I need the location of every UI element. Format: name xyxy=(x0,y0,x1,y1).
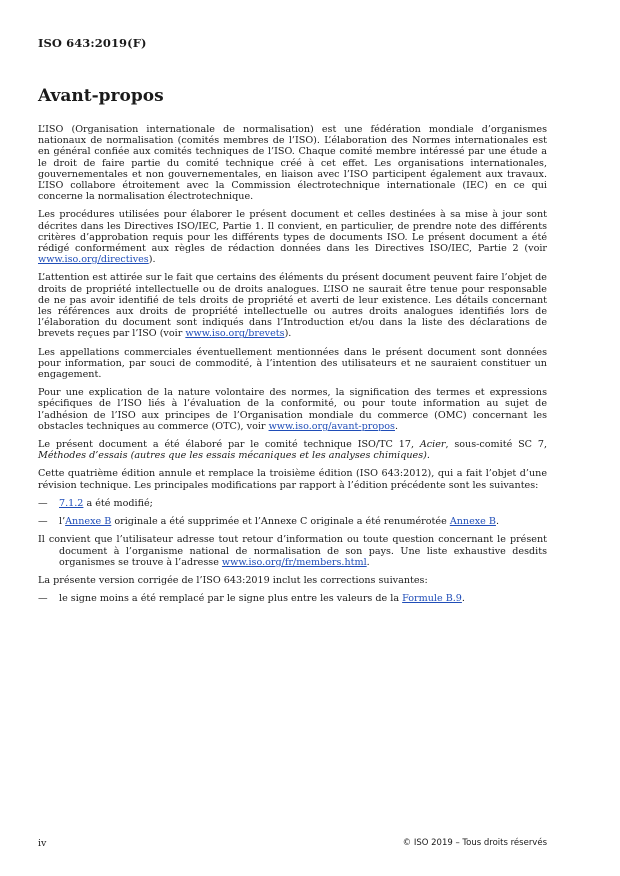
link-formule-b9[interactable]: Formule B.9 xyxy=(402,593,462,605)
paragraph-edition: Cette quatrième édition annule et remplace la troisième édition (ISO 643:2012), qui a fait l’objet d’une révision technique. Les principales modifications par rapport à l’édition précédente sont les suivantes: xyxy=(38,468,547,491)
page-title: Avant-propos xyxy=(38,86,164,106)
list-item: — l’Annexe B originale a été supprimée et l’Annexe C originale a été renumérotée Annexe B. xyxy=(38,516,500,528)
paragraph-trade-names: Les appellations commerciales éventuellement mentionnées dans le présent document sont données pour information, par souci de commodité, à l’intention des utilisateurs et ne sauraient constituer un engagement. xyxy=(38,346,547,381)
paragraph-iso-intro: L’ISO (Organisation internationale de normalisation) est une fédération mondiale d’organismes nationaux de normalisation (comités membres de l’ISO). L’élaboration des Normes internationales est en général confiée aux comités techniques de l’ISO. Chaque comité membre intéressé par une étude a le droit de faire partie du comité technique créé à cet effet. Les organisations internationales, gouvernementales et non gouvernementales, en liaison avec l’ISO participent également aux travaux. L’ISO collabore étroitement avec la Commission électrotechnique internationale (IEC) en ce qui concerne la normalisation électrotechnique. xyxy=(38,124,547,203)
page-number: iv xyxy=(38,838,47,849)
list-item: — 7.1.2 a été modifié; xyxy=(38,497,153,509)
paragraph-patents: L’attention est attirée sur le fait que certains des éléments du présent document peuvent faire l’objet de droits de propriété intellectuelle ou de droits analogues. L’ISO ne saurait être tenue pour responsable de ne pas avoir identifié de tels droits de propriété et averti de leur existence. Les détails concernant les références aux droits de propriété intellectuelle ou autres droits analogues identifiés lors de l’élaboration du document sont indiqués dans l’Introduction et/ou dans la liste des déclarations de brevets reçues par l’ISO (voir www.iso.org/brevets). xyxy=(38,272,547,340)
paragraph-feedback: Il convient que l’utilisateur adresse tout retour d’information ou toute question concernant le présent document à l’organisme national de normalisation de son pays. Une liste exhaustive desdits organismes se trouve à l’adresse www.iso.org/fr/members.html. xyxy=(38,534,547,568)
paragraph-committee: Le présent document a été élaboré par le comité technique ISO/TC 17, Acier, sous-comité SC 7, Méthodes d’essais (autres que les essais mécaniques et les analyses chimiques). xyxy=(38,439,547,462)
list-item: — le signe moins a été remplacé par le signe plus entre les valeurs de la Formule B.9. xyxy=(38,593,465,605)
link-7-1-2[interactable]: 7.1.2 xyxy=(59,497,84,509)
paragraph-procedures: Les procédures utilisées pour élaborer le présent document et celles destinées à sa mise à jour sont décrites dans les Directives ISO/IEC, Partie 1. Il convient, en particulier, de prendre note des différents critères d’approbation requis pour les différents types de documents ISO. Le présent document a été rédigé conformément aux règles de rédaction données dans les Directives ISO/IEC, Partie 2 (voir www.iso.org/directives). xyxy=(38,209,547,266)
link-directives[interactable]: www.iso.org/directives xyxy=(38,254,149,266)
copyright-notice: © ISO 2019 – Tous droits réservés xyxy=(402,838,547,848)
link-members[interactable]: www.iso.org/fr/members.html xyxy=(221,556,367,568)
document-id: ISO 643:2019(F) xyxy=(38,36,147,50)
link-avant-propos[interactable]: www.iso.org/avant-propos xyxy=(268,420,395,432)
paragraph-corrections: La présente version corrigée de l’ISO 643:2019 inclut les corrections suivantes: xyxy=(38,574,428,586)
link-annexe-b[interactable]: Annexe B xyxy=(65,516,112,528)
body-text xyxy=(38,124,547,611)
paragraph-voluntary-nature: Pour une explication de la nature volontaire des normes, la signification des termes et expressions spécifiques de l’ISO liés à l’évaluation de la conformité, ou pour toute information au sujet de l’adhésion de l’ISO aux principes de l’Organisation mondiale du commerce (OMC) concernant les obstacles techniques au commerce (OTC), voir www.iso.org/avant-propos. xyxy=(38,387,547,432)
link-brevets[interactable]: www.iso.org/brevets xyxy=(185,328,285,340)
link-annexe-b-renumbered[interactable]: Annexe B xyxy=(449,516,496,528)
